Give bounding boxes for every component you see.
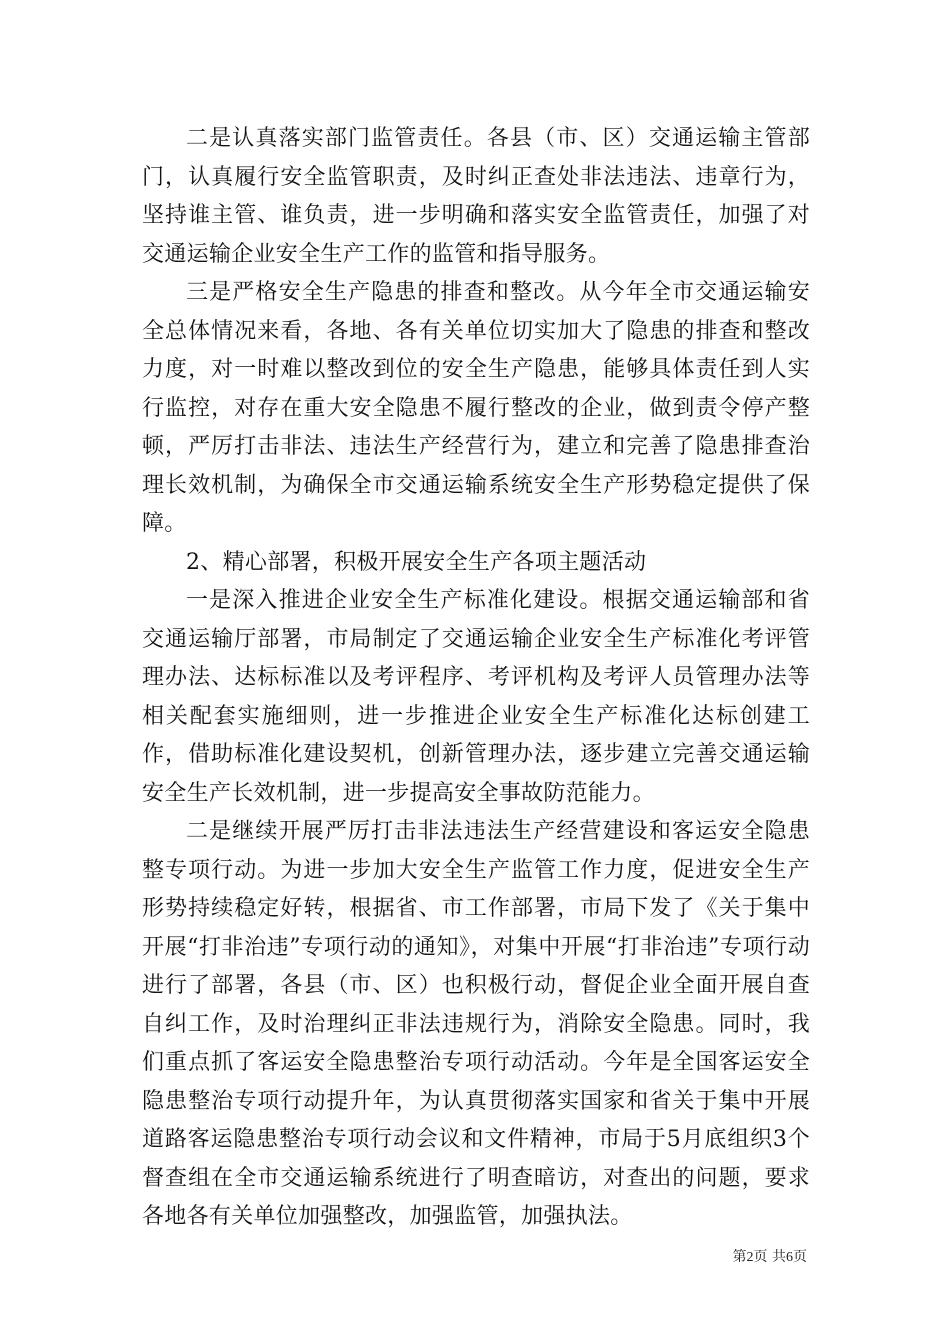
footer-middle: 页 共 <box>753 1249 786 1265</box>
document-body <box>142 120 810 1237</box>
page-number-footer <box>733 1246 807 1266</box>
current-page-number: 2 <box>746 1250 754 1265</box>
paragraph-special-action: 二是继续开展严厉打击非法违法生产经营建设和客运安全隐患整专项行动。为进一步加大安全生产监管工作力度，促进安全生产形势持续稳定好转，根据省、市工作部署，市局下发了《关于集中开展“打非治违”专项行动的通知》，对集中开展“打非治违”专项行动进行了部署，各县（市、区）也积极行动，督促企业全面开展自查自纠工作，及时治理纠正非法违规行为，消除安全隐患。同时，我们重点抓了客运安全隐患整治专项行动活动。今年是全国客运安全隐患整治专项行动提升年，为认真贯彻落实国家和省关于集中开展道路客运隐患整治专项行动会议和文件精神，市局于5月底组织3个督查组在全市交通运输系统进行了明查暗访，对查出的问题，要求各地各有关单位加强整改，加强监管，加强执法。 <box>142 819 810 1229</box>
paragraph-hazard-inspection: 三是严格安全生产隐患的排查和整改。从今年全市交通运输安全总体情况来看，各地、各有关单位切实加大了隐患的排查和整改力度，对一时难以整改到位的安全生产隐患，能够具体责任到人实行监控，对存在重大安全隐患不履行整改的企业，做到责令停产整顿，严厉打击非法、违法生产经营行为，建立和完善了隐患排查治理长效机制，为确保全市交通运输系统安全生产形势稳定提供了保障。 <box>142 280 810 536</box>
footer-prefix: 第 <box>732 1249 747 1265</box>
footer-suffix: 页 <box>793 1249 807 1265</box>
paragraph-department-supervision: 二是认真落实部门监管责任。各县（市、区）交通运输主管部门，认真履行安全监管职责，及时纠正查处非法违法、违章行为，坚持谁主管、谁负责，进一步明确和落实安全监管责任，加强了对交通运输企业安全生产工作的监管和指导服务。 <box>142 126 810 267</box>
section-heading-themed-activities: 2、精心部署，积极开展安全生产各项主题活动 <box>186 549 647 575</box>
total-pages-number: 6 <box>786 1250 793 1265</box>
paragraph-standardization: 一是深入推进企业安全生产标准化建设。根据交通运输部和省交通运输厅部署，市局制定了交通运输企业安全生产标准化考评管理办法、达标标准以及考评程序、考评机构及考评人员管理办法等相关配套实施细则，进一步推进企业安全生产标准化达标创建工作，借助标准化建设契机，创新管理办法，逐步建立完善交通运输安全生产长效机制，进一步提高安全事故防范能力。 <box>142 588 810 806</box>
